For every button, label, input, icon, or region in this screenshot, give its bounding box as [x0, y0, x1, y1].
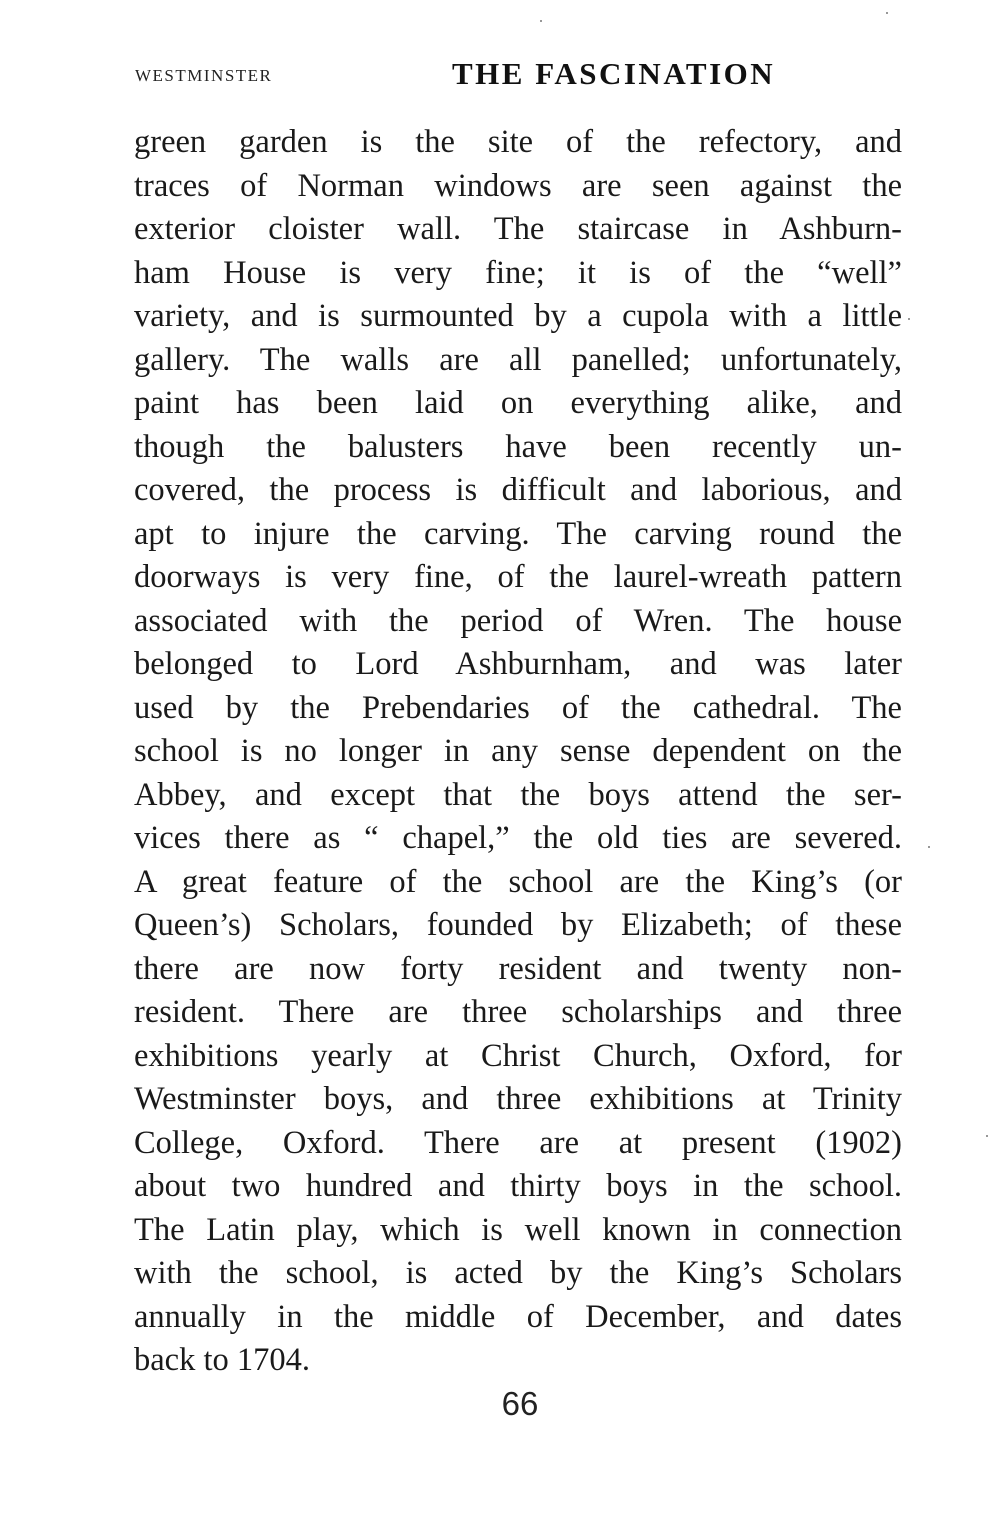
text-line: Abbey, and except that the boys attend the ser-	[134, 776, 902, 813]
text-line: ham House is very fine; it is of the “well”	[134, 254, 902, 291]
text-line: covered, the process is difficult and laborious, and	[134, 472, 902, 508]
text-line: with the school, is acted by the King’s Scholars	[134, 1255, 902, 1291]
text-line: gallery. The walls are all panelled; unfortunately,	[134, 341, 902, 378]
scan-speck	[908, 318, 910, 320]
text-line: exterior cloister wall. The staircase in Ashburn-	[134, 211, 902, 247]
text-line: Queen’s) Scholars, founded by Elizabeth; of these	[134, 907, 902, 943]
text-line: back to 1704.	[134, 1342, 311, 1378]
text-line: traces of Norman windows are seen against the	[134, 167, 902, 204]
text-line: used by the Prebendaries of the cathedral. The	[134, 689, 902, 726]
text-line: paint has been laid on everything alike, and	[134, 385, 902, 421]
text-line: though the balusters have been recently un-	[134, 428, 902, 465]
running-head-section: WESTMINSTER	[135, 66, 273, 85]
text-line: The Latin play, which is well known in connection	[134, 1211, 902, 1248]
text-line: apt to injure the carving. The carving round the	[134, 515, 902, 552]
scan-speck	[540, 20, 542, 22]
text-line: associated with the period of Wren. The house	[134, 602, 902, 639]
text-line: College, Oxford. There are at present (1902)	[134, 1124, 902, 1161]
text-line: vices there as “ chapel,” the old ties are severed.	[134, 820, 902, 856]
page-number: 66	[501, 1385, 539, 1422]
text-line: exhibitions yearly at Christ Church, Oxford, for	[134, 1037, 902, 1074]
body-text	[134, 121, 902, 1383]
text-line: resident. There are three scholarships and three	[134, 994, 902, 1030]
text-line: green garden is the site of the refectory, and	[134, 124, 902, 160]
text-line: there are now forty resident and twenty non-	[134, 950, 902, 987]
text-line: variety, and is surmounted by a cupola with a little	[134, 298, 902, 334]
scan-speck	[928, 846, 930, 848]
text-line: Westminster boys, and three exhibitions at Trinity	[134, 1081, 902, 1117]
text-line: belonged to Lord Ashburnham, and was later	[134, 646, 902, 682]
text-line: school is no longer in any sense dependent on the	[134, 733, 902, 769]
running-head-title: THE FASCINATION	[452, 56, 776, 91]
text-line: A great feature of the school are the King’s (or	[134, 863, 902, 900]
text-line: annually in the middle of December, and dates	[134, 1298, 902, 1335]
scan-speck	[886, 12, 888, 14]
text-line: about two hundred and thirty boys in the school.	[134, 1168, 902, 1204]
scan-speck	[986, 1135, 988, 1137]
text-line: doorways is very fine, of the laurel-wreath pattern	[134, 559, 902, 595]
